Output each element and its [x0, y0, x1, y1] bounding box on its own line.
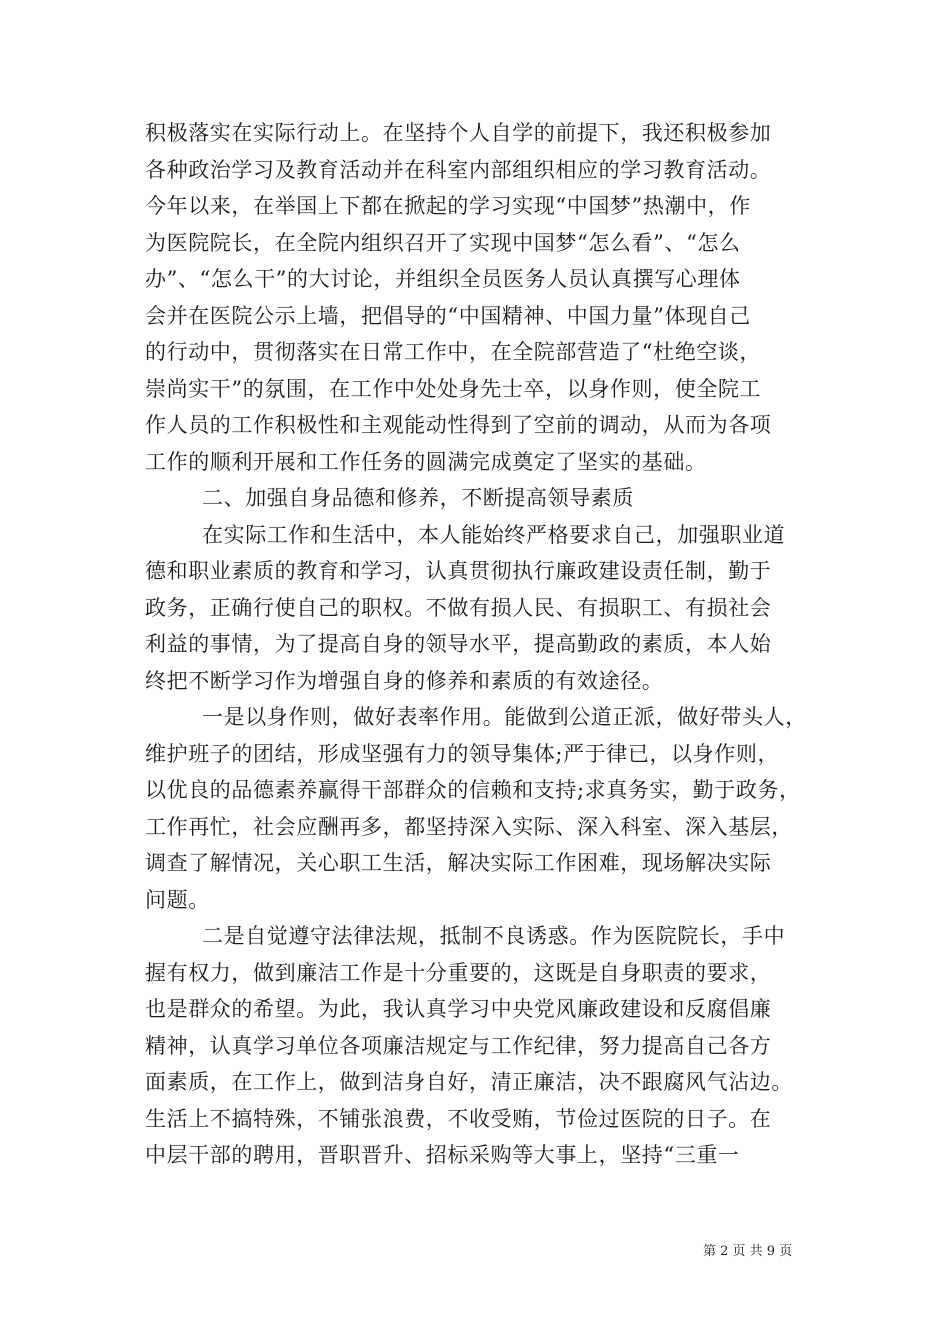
text-line: 二是自觉遵守法律法规，抵制不良诱惑。作为医院院长，手中 [202, 924, 786, 948]
text-line: 一是以身作则，做好表率作用。能做到公道正派，做好带头人， [202, 705, 807, 729]
text-line: 政务，正确行使自己的职权。不做有损人民、有损职工、有损社会 [145, 595, 772, 620]
text-line: 的行动中，贯彻落实在日常工作中，在全院部营造了“杜绝空谈， [145, 340, 762, 364]
text-line: 德和职业素质的教育和学习，认真贯彻执行廉政建设责任制，勤于 [145, 559, 772, 583]
text-line: 作人员的工作积极性和主观能动性得到了空前的调动，从而为各项 [145, 413, 772, 437]
page-number-footer: 第 2 页 共 9 页 [703, 1244, 793, 1259]
text-line: 崇尚实干”的氛围，在工作中处处身先士卒，以身作则，使全院工 [145, 376, 762, 401]
text-line: 握有权力，做到廉洁工作是十分重要的，这既是自身职责的要求， [145, 960, 772, 985]
text-line: 积极落实在实际行动上。在坚持个人自学的前提下，我还积极参加 [145, 121, 772, 145]
text-line: 为医院院长，在全院内组织召开了实现中国梦“怎么看”、“怎么 [145, 230, 741, 255]
text-line: 工作再忙，社会应酬再多，都坚持深入实际、深入科室、深入基层， [145, 814, 793, 839]
text-line: 中层干部的聘用，晋职晋升、招标采购等大事上，坚持“三重一 [145, 1143, 740, 1167]
text-line: 面素质，在工作上，做到洁身自好，清正廉洁，决不跟腐风气沾边。 [145, 1070, 793, 1094]
text-line: 调查了解情况，关心职工生活，解决实际工作困难，现场解决实际 [145, 851, 772, 875]
text-line: 在实际工作和生活中，本人能始终严格要求自己，加强职业道 [202, 522, 786, 547]
text-line: 二、加强自身品德和修养，不断提高领导素质 [202, 486, 634, 510]
text-line: 各种政治学习及教育活动并在科室内部组织相应的学习教育活动。 [145, 157, 772, 182]
text-line: 精神，认真学习单位各项廉洁规定与工作纪律，努力提高自己各方 [145, 1033, 772, 1058]
text-line: 以优良的品德素养赢得干部群众的信赖和支持;求真务实，勤于政务， [145, 778, 801, 802]
text-line: 也是群众的希望。为此，我认真学习中央党风廉政建设和反腐倡廉 [145, 997, 772, 1021]
text-line: 会并在医院公示上墙，把倡导的“中国精神、中国力量”体现自己 [145, 303, 751, 328]
text-line: 维护班子的团结，形成坚强有力的领导集体;严于律已，以身作则， [145, 741, 780, 766]
text-line: 问题。 [145, 887, 210, 912]
text-line: 工作的顺利开展和工作任务的圆满完成奠定了坚实的基础。 [145, 449, 707, 474]
text-line: 办”、“怎么干”的大讨论，并组织全员医务人员认真撰写心理体 [145, 267, 741, 291]
text-line: 利益的事情，为了提高自身的领导水平，提高勤政的素质，本人始 [145, 632, 772, 656]
text-line: 终把不断学习作为增强自身的修养和素质的有效途径。 [145, 668, 664, 693]
text-line: 今年以来，在举国上下都在掀起的学习实现“中国梦”热潮中，作 [145, 194, 751, 218]
document-body [145, 115, 835, 1174]
text-line: 生活上不搞特殊，不铺张浪费，不收受贿，节俭过医院的日子。在 [145, 1106, 772, 1131]
